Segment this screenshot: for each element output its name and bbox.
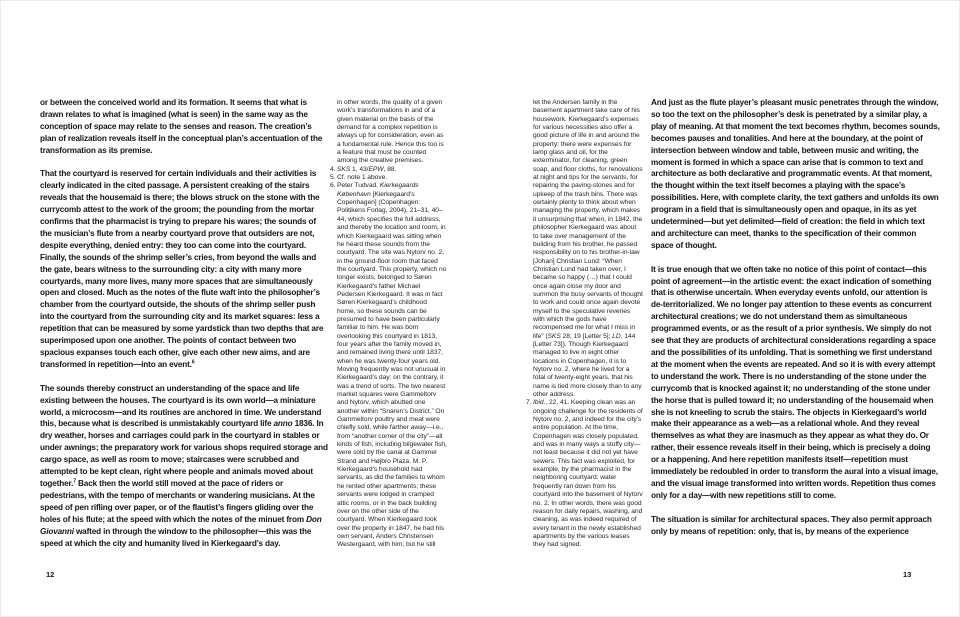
left-main-text-column bbox=[40, 97, 329, 549]
body-paragraph: or between the conceived world and its formation. It seems that what is drawn relates to what is imagined (what is seen) in the same way as the conception of space may relate to the senses and reason. The creation’s plan of realization reveals itself in the conceptual plan’s accentuation of the transformation as its premise. bbox=[40, 98, 323, 155]
right-main-text-column bbox=[651, 97, 940, 538]
page-number-right: 13 bbox=[903, 570, 912, 579]
footnote-number: 5. bbox=[330, 174, 336, 182]
footnote-continuation: in other words, the quality of a given work’s transformations in and of a given material on the basis of the demand for a complex repetition is always up for consideration, even as a fundamental rule. Hence this too is a feature that must be counted among the creative premises. bbox=[337, 99, 444, 165]
footnote bbox=[526, 399, 643, 549]
body-paragraph: And just as the flute player’s pleasant music penetrates through the window, so too the text on the philosopher’s desk is penetrated by a similar play, a play of meaning. At that moment the text becomes rhythm, becomes sounds, becomes pauses and tonalities. And here at the boundary, at the point of intersection between window and table, between music and writing, the moment is formed in which a space can arise that is common to text and architecture as both declarative and programmatic events. At that moment, the thought within the text itself becomes a playing with the space’s possibilities. Here, with complete clarity, the text gathers and unfolds its own program in a field that is simultaneously open and opaque, in its as yet undetermined—but yet delimited—field of creation: the field in which text and architecture can meet, thanks to the specification of their common space of thought. bbox=[651, 98, 940, 250]
footnote-continuation: let the Andersen family in the basement apartment take care of his housework. Kierkegaard’s expenses for various necessities also offer a good picture of life in and around the property: there were expenses for lamp glass and oil, for the exterminator, for cleaning, green soap, and floor cloths, for renovations at night and tips for the servants, for repairing the paving-stones and for upkeep of the trash bins. There was certainly plenty to think about when managing the property, which makes it unsurprising that when, in 1842, the philosopher Kierkegaard was about to take over management of the building from his brother, he passed responsibility on to his brother-in-law [Johan] Christian Lund: “When Christian Lund had taken over, I became so happy (…) that I could once again close my door and summon the busy servants of thought to work and could once again devote myself to the speculative reveries with which the gods have recompensed me for what I miss in life” (SKS 28, 19 [Letter 5]; LD, 144 [Letter 73]). Though Kierkegaard managed to live in eight other locations in Copenhagen, it is to Nytorv no. 2, where he lived for a total of twenty-eight years, that his name is tied more closely than to any other address. bbox=[533, 99, 643, 399]
footnote-text: Peter Tudvad, Kierkegaards København [Kierkegaard’s Copenhagen] (Copenhagen: Politikens Forlag, 2004), 21–31, 40–44, which specifies the full address, and thereby the location and room, in which Kierkegaard was sitting when he heard these sounds from the courtyard. The site was Nytorv no. 2, in the ground-floor room that faced the courtyard. This property, which no longer exists, belonged to Søren Kierkegaard’s father Michael Pedersen Kierkegaard. It was in fact Søren Kierkegaard’s childhood home, so these sounds can be presumed to have been particularly familiar to him. He was born overlooking this courtyard in 1813, four years after the family moved in, and remained living there until 1837, when he was twenty-four years old. Moving frequently was not unusual in Kierkegaard’s day; on the contrary, it was a trend of sorts. The two nearest market squares were Gammeltorv and Nytorv, which abutted one another within “Snaren’s District.” On Gammeltorv poultry and meat were chiefly sold, while farther away—i.e., from “another corner of the city”—all kinds of fish, including bilgewater fish, were sold by the canal at Gammel Strand and Højbro Plaza. M. P. Kierkegaard’s household had servants, as did the families to whom he rented other apartments; these servants were lodged in cramped attic rooms, or in the back building over on the other side of the courtyard. When Kierkegaard took over the property in 1847, he had his own servant, Anders Christensen Westergaard, with him; but he still bbox=[337, 182, 447, 549]
page-number-left: 12 bbox=[46, 570, 55, 579]
right-footnote-column bbox=[526, 99, 643, 550]
footnote bbox=[330, 182, 447, 549]
footnote-text: Ibid., 22, 41. Keeping clean was an ongoing challenge for the residents of Nytorv no. 2, and indeed for the city’s entire population. At the time, Copenhagen was closely populated, and was in many ways a stuffy city—not least because it did not yet have sewers. This fact was exploited, for example, by the pharmacist in the neighboring courtyard: water frequently ran down from his courtyard into the basement of Nytorv no. 2. In other words, there was good reason for daily repairs, washing, and cleaning, as was indeed required of every tenant in the newly established apartments by the various leases they had signed. bbox=[533, 399, 643, 549]
body-paragraph: The situation is similar for architectural spaces. They also permit approach only by means of repetition: only, that is, by means of the experience bbox=[651, 514, 932, 536]
body-paragraph: The sounds thereby construct an understanding of the space and life existing between the houses. The courtyard is its own world—a miniature world, a microcosm—and its routines are anchored in time. We understand this, because what is described is unmistakably courtyard life anno 1836. In dry weather, horses and carriages could park in the courtyard in stables or under awnings; the preparatory work for various shops required storage and cargo space, as well as room to move; staircases were scrubbed and attempted to be kept clean, right where people and animals moved about together.$^7$ Back then the world still moved at the pace of riders or pedestrians, with the tempo of merchants or wandering musicians. At the speed of pen rifling over paper, or of the flautist’s fingers gliding over the holes of his flute; at the speed with which the notes of the minuet from Don Giovanni wafted in through the window to the philosopher—this was the speed at which the city and humanity lived in Kierkegaard’s day. bbox=[40, 383, 328, 548]
left-footnote-column bbox=[330, 99, 447, 550]
footnote-number: 4. bbox=[330, 165, 336, 173]
footnote-number: 7. bbox=[526, 399, 532, 407]
footnote bbox=[330, 165, 447, 174]
footnote-text: SKS 1, 43/EPW, 88. bbox=[337, 165, 397, 173]
footnote-text: Cf. note 1 above. bbox=[337, 174, 388, 182]
footnote-number: 6. bbox=[330, 182, 336, 190]
footnote bbox=[330, 174, 447, 182]
body-paragraph: That the courtyard is reserved for certain individuals and their activities is clearly indicated in the cited passage. A persistent creaking of the stairs reveals that the housemaid is there; the blows struck on the stone with the currycomb attest to the work of the groom; the pounding from the mortar confirms that the pharmacist is trying to prepare his wares; the sounds of the musician’s flute from a nearby courtyard prove that outsiders are not, despite everything, denied entry: they too can come into the courtyard. Finally, the sounds of the shrimp seller’s cries, from beyond the walls and the gate, bears witness to the surrounding city: a city with many more courtyards, many more lives, many more spaces that are simultaneously open and closed. Much as the notes of the flute waft into the philosopher’s chamber from the courtyard outside, the shouts of the shrimp seller push into the courtyard from the surrounding city and its market squares: less a repetition that can be measured by some yardstick than two depths that are superimposed upon one another. The points of contact between two spacious expanses touch each other, give each other new aims, and are transformed in repetition—into an event.$^6$ bbox=[40, 169, 324, 369]
body-paragraph: It is true enough that we often take no notice of this point of contact—this point of agreement—in the artistic event: the exact indication of something that is otherwise uncertain. When everyday events unfold, our attention is de-territorialized. We no longer pay attention to these events as concurrent architectural creations; we do not understand them as simultaneous programmed events, or as the result of a prior synthesis. We simply do not see that they are products of architectural considerations regarding a space and the possibilities of its unfolding. That is something we first understand at the moment when the events are repeated. And so it is with every attempt to understand the work. There is no understanding of the stone under the currycomb that is knocked against it; no understanding of the stone under the horse that is pulled toward it; no understanding of the housemaid when she is not kneeling to scrub the stairs. The objects in Kierkegaard’s world make their appearance as a web—as a relational whole. And they reveal themselves as what they are inasmuch as they appear as what they do. Or rather, their essence reveals itself in their being, which is precisely a doing or a happening. And here repetition manifests itself—repetition must immediately be redoubled in order to transform the aural into a visual image, and the visual image transformed into written words. Repetition thus comes only for a day—with new repetitions still to come. bbox=[651, 264, 938, 500]
